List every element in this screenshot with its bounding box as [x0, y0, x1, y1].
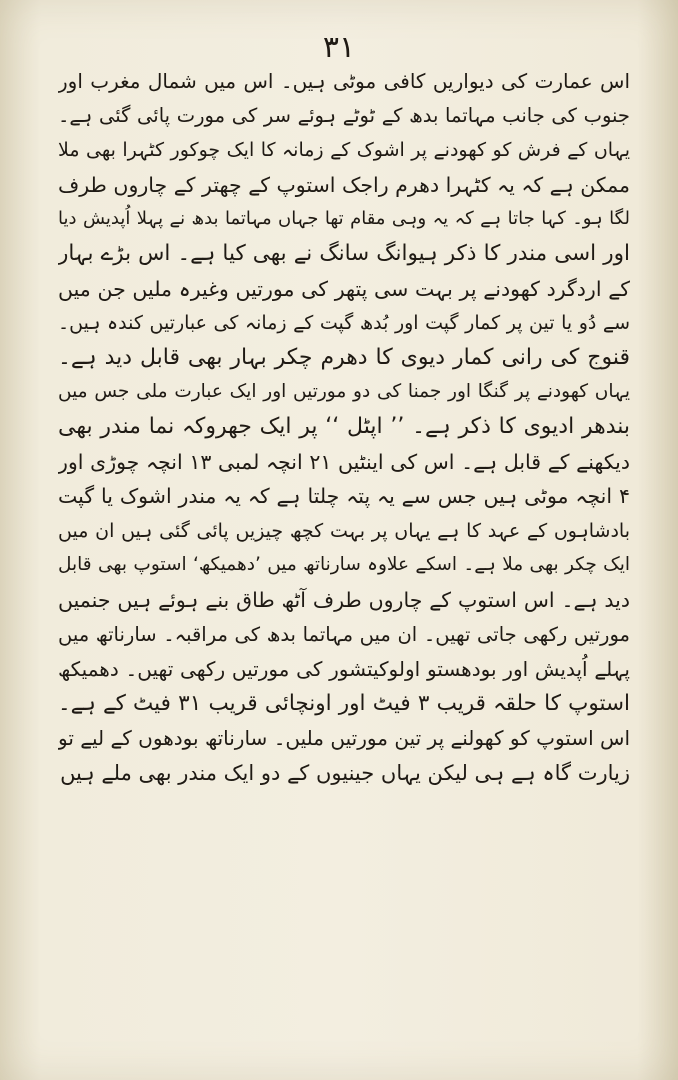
text-line-4: ممکن ہے کہ یہ کٹہرا دھرم راجک استوپ کے چھتر کے چاروں طرف — [58, 172, 630, 197]
text-line-8: سے دُو یا تین پر کمار گپت اور بُدھ گپت کے زمانہ کی عبارتیں کندہ ہیں۔ — [58, 312, 630, 335]
text-line-9: قنوج کی رانی کمار دیوی کا دھرم چکر بہار بھی قابل دید ہے۔ — [58, 344, 630, 370]
text-line-5: لگا ہو۔ کہا جاتا ہے کہ یہ وہی مقام تھا جہاں مہاتما بدھ نے پہلا اُپدیش دیا — [58, 208, 630, 230]
page-number: ۳۱ — [322, 30, 356, 65]
text-line-19: استوپ کا حلقہ قریب ۳ فیٹ اور اونچائی قریب ۳۱ فیٹ کے ہے۔ — [58, 690, 630, 716]
text-line-11: بندھر ادیوی کا ذکر ہے۔ ’’ اپٹل ‘‘ پر ایک جھروکہ نما مندر بھی — [58, 413, 630, 439]
text-line-12: دیکھنے کے قابل ہے۔ اس کی اینٹیں ۲۱ انچہ لمبی ۱۳ انچہ چوڑی اور — [58, 449, 630, 474]
text-line-15: ایک چکر بھی ملا ہے۔ اسکے علاوہ سارناتھ میں ’دھمیکھ‘ استوپ بھی قابل — [58, 554, 630, 576]
text-line-10: یہاں کھودنے پر گنگا اور جمنا کی دو مورتیں اور ایک عبارت ملی جس میں — [58, 381, 630, 403]
text-line-18: پہلے اُپدیش اور بودھستو اولوکیتشور کی مورتیں رکھی تھیں۔ دھمیکھ — [58, 657, 630, 682]
text-line-13: ۴ انچہ موٹی ہیں جس سے یہ پتہ چلتا ہے کہ یہ مندر اشوک یا گپت — [58, 484, 630, 509]
text-line-17: مورتیں رکھی جاتی تھیں۔ ان میں مہاتما بدھ کی مراقبہ۔ سارناتھ میں — [58, 622, 630, 646]
text-line-3: یہاں کے فرش کو کھودنے پر اشوک کے زمانہ کا ایک چوکور کٹہرا بھی ملا — [58, 139, 630, 162]
text-line-6: اور اسی مندر کا ذکر ہیوانگ سانگ نے بھی کیا ہے۔ اس بڑے بہار — [58, 240, 630, 266]
text-line-2: جنوب کی جانب مہاتما بدھ کے ٹوٹے ہوئے سر کی مورت پائی گئی ہے۔ — [58, 103, 630, 127]
text-line-1: اس عمارت کی دیواریں کافی موٹی ہیں۔ اس میں شمال مغرب اور — [58, 69, 630, 93]
text-line-16: دید ہے۔ اس استوپ کے چاروں طرف آٹھ طاق بنے ہوئے ہیں جنمیں — [58, 587, 630, 612]
text-line-20: اس استوپ کو کھولنے پر تین مورتیں ملیں۔ سارناتھ بودھوں کے لیے تو — [58, 726, 630, 751]
text-line-14: بادشاہوں کے عہد کا ہے یہاں پر بہت کچھ چیزیں پائی گئی ہیں ان میں — [58, 519, 630, 542]
urdu-text-block — [58, 64, 630, 790]
text-line-7: کے اردگرد کھودنے پر بہت سی پتھر کی مورتیں وغیرہ ملیں جن میں — [58, 276, 630, 301]
text-line-21: زیارت گاہ ہے ہی لیکن یہاں جینیوں کے دو ایک مندر بھی ملے ہیں — [60, 760, 630, 785]
